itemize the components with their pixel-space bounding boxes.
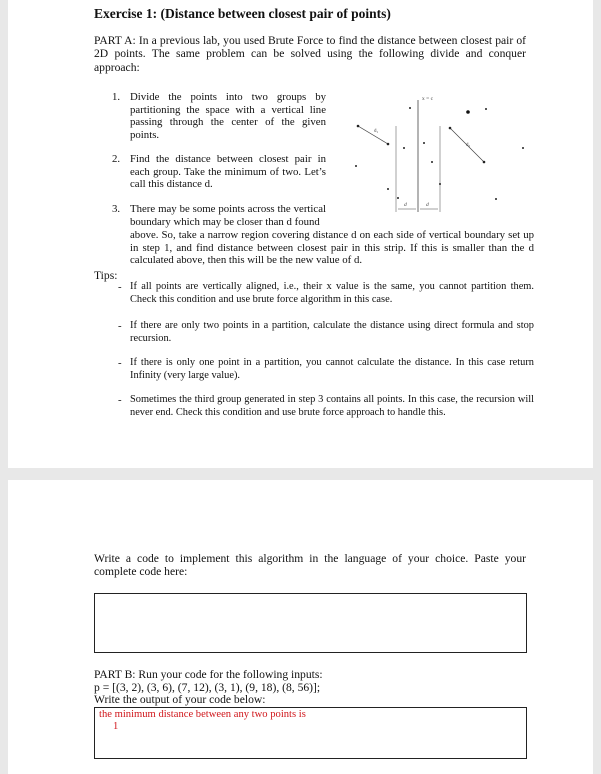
code-answer-text [95, 594, 526, 600]
point [403, 147, 405, 149]
tip-1-text: If all points are vertically aligned, i.e., their x value is the same, you cannot partition them. Check this condition and use brute force algorithm in this case. [130, 281, 534, 305]
step-3-number: 3. [112, 203, 121, 215]
step-2-number: 2. [112, 153, 121, 165]
point [423, 142, 425, 144]
step-2-text: Find the distance between closest pair in each group. Take the minimum of two. Let’s call this distance d. [130, 153, 326, 191]
distance-d1-label: d₁ [374, 129, 379, 134]
distance-d1-line [358, 126, 388, 144]
point [485, 108, 487, 110]
point [483, 161, 486, 164]
document-page-1 [8, 0, 593, 468]
part-a-intro: PART A: In a previous lab, you used Brute Force to find the distance between closest pair of 2D points. The same problem can be solved using the following divide and conquer approach: [94, 34, 526, 74]
point [409, 107, 411, 109]
step-3-text-short: There may be some points across the vertical boundary which may be closer than d found [130, 203, 326, 228]
point [387, 188, 389, 190]
distance-d2-label: d₂ [466, 143, 471, 148]
point [439, 183, 441, 185]
boundary-label: x = c [422, 96, 434, 102]
closest-pair-figure [338, 88, 538, 218]
point [357, 125, 360, 128]
document-page-2 [8, 480, 593, 774]
tip-4-text: Sometimes the third group generated in step 3 contains all points. In this case, the recursion will never end. Check this condition and use brute force approach to handle this. [130, 394, 534, 418]
point [355, 165, 357, 167]
point [431, 161, 433, 163]
step-3-text-long: above. So, take a narrow region covering distance d on each side of vertical boundary set up in step 1, and find distance between closest pair in this strip. If this is smaller than the d calculated above, then this will be the new value of d. [130, 229, 534, 267]
point [449, 127, 452, 130]
code-answer-box[interactable] [94, 593, 527, 653]
tips-label: Tips: [94, 269, 118, 282]
tip-3-bullet: - [118, 357, 122, 369]
tip-3-text: If there is only one point in a partition, you cannot calculate the distance. In this case return Infinity (very large value). [130, 357, 534, 381]
tip-2-text: If there are only two points in a partition, calculate the distance using direct formula and stop recursion. [130, 320, 534, 344]
output-answer-box[interactable] [94, 707, 527, 759]
strip-label-right: d [426, 202, 429, 208]
tip-4-bullet: - [118, 394, 122, 406]
strip-label-left: d [404, 202, 407, 208]
part-b-line-1: PART B: Run your code for the following inputs: [94, 668, 323, 681]
tip-1-bullet: - [118, 281, 122, 293]
tip-2-bullet: - [118, 320, 122, 332]
part-b-input: p = [(3, 2), (3, 6), (7, 12), (3, 1), (9, 18), (8, 56)]; [94, 681, 321, 694]
part-b-line-3: Write the output of your code below: [94, 693, 266, 706]
code-prompt: Write a code to implement this algorithm in the language of your choice. Paste your complete code here: [94, 552, 526, 579]
step-1-number: 1. [112, 91, 121, 103]
output-line-1: the minimum distance between any two points is [99, 709, 306, 720]
output-line-2: 1 [113, 721, 119, 732]
point [397, 197, 399, 199]
step-1-text: Divide the points into two groups by partitioning the space with a vertical line passing through the center of the given points. [130, 91, 326, 141]
exercise-title: Exercise 1: (Distance between closest pair of points) [94, 6, 391, 21]
point [387, 143, 390, 146]
point [522, 147, 524, 149]
point [466, 110, 470, 114]
point [495, 198, 497, 200]
